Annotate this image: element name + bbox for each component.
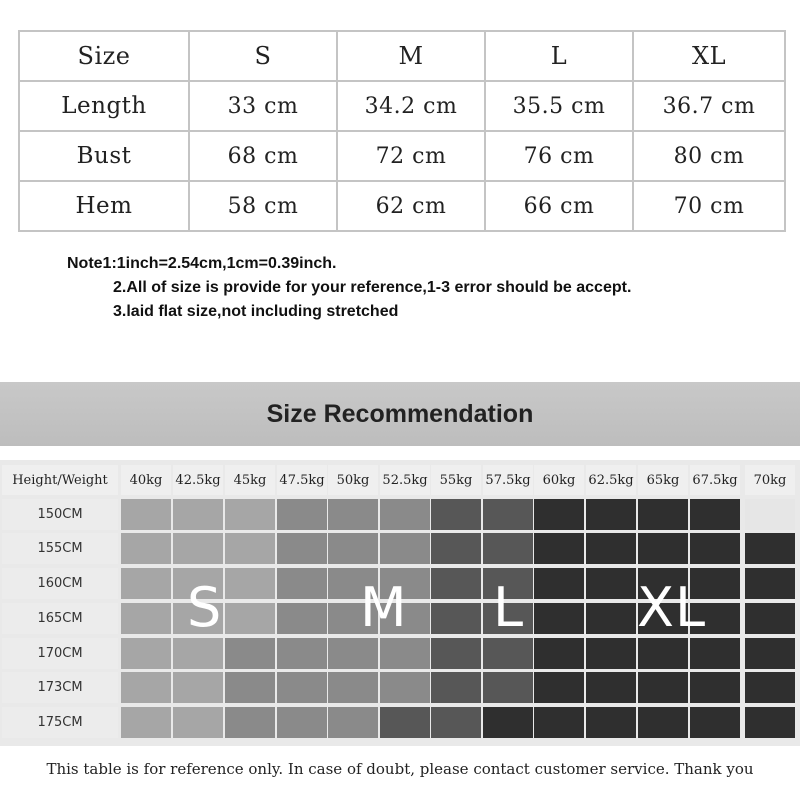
size-grid-cell <box>638 499 688 530</box>
weight-header: 40kg <box>121 465 171 495</box>
size-grid-cell <box>534 672 584 703</box>
height-header: 155CM <box>2 533 118 564</box>
size-grid-cell <box>277 672 327 703</box>
size-grid-cell <box>173 499 223 530</box>
size-grid-cell <box>690 672 740 703</box>
weight-header: 42.5kg <box>173 465 223 495</box>
weight-header: 47.5kg <box>277 465 327 495</box>
size-grid-cell <box>328 638 378 669</box>
notes <box>67 252 631 324</box>
weight-header: 60kg <box>534 465 584 495</box>
size-grid-cell <box>277 638 327 669</box>
weight-header: 65kg <box>638 465 688 495</box>
table-cell: 66 cm <box>485 181 633 231</box>
header-l: L <box>485 31 633 81</box>
size-grid-cell <box>690 499 740 530</box>
size-grid-cell <box>225 603 275 634</box>
size-grid-cell <box>483 638 533 669</box>
size-grid-cell <box>586 638 636 669</box>
size-grid-cell <box>380 707 430 738</box>
footer-note: This table is for reference only. In case of doubt, please contact customer service. Thank you <box>46 760 754 778</box>
weight-header: 50kg <box>328 465 378 495</box>
size-grid-cell <box>225 672 275 703</box>
header-xl: XL <box>633 31 785 81</box>
size-grid-cell <box>534 568 584 599</box>
height-header: 170CM <box>2 638 118 669</box>
size-grid-cell <box>328 533 378 564</box>
size-grid-cell <box>225 707 275 738</box>
size-grid-cell <box>173 533 223 564</box>
size-grid-cell <box>328 499 378 530</box>
height-header: 160CM <box>2 568 118 599</box>
size-grid-cell <box>745 499 795 530</box>
size-grid-cell <box>745 533 795 564</box>
size-grid-cell <box>380 499 430 530</box>
header-m: M <box>337 31 485 81</box>
size-grid-cell <box>225 568 275 599</box>
header-s: S <box>189 31 337 81</box>
size-grid-cell <box>638 533 688 564</box>
recommendation-title: Size Recommendation <box>0 382 800 446</box>
size-grid-cell <box>121 638 171 669</box>
table-cell: 76 cm <box>485 131 633 181</box>
size-grid-cell <box>431 638 481 669</box>
header-size: Size <box>19 31 189 81</box>
size-label-l: L <box>493 576 525 639</box>
table-cell: 80 cm <box>633 131 785 181</box>
table-cell: 36.7 cm <box>633 81 785 131</box>
size-grid-cell <box>121 568 171 599</box>
weight-header: 67.5kg <box>690 465 740 495</box>
size-grid-cell <box>380 638 430 669</box>
size-grid-cell <box>745 603 795 634</box>
table-cell: 34.2 cm <box>337 81 485 131</box>
size-grid-cell <box>483 707 533 738</box>
row-label-length: Length <box>19 81 189 131</box>
note-2: 2.All of size is provide for your reference,1-3 error should be accept. <box>113 279 632 296</box>
size-grid-cell <box>586 672 636 703</box>
weight-header: 45kg <box>225 465 275 495</box>
size-grid-cell <box>534 533 584 564</box>
size-label-s: S <box>187 576 223 639</box>
size-grid-cell <box>431 707 481 738</box>
weight-header: 57.5kg <box>483 465 533 495</box>
table-cell: 72 cm <box>337 131 485 181</box>
size-grid-cell <box>121 707 171 738</box>
size-grid-cell <box>690 707 740 738</box>
size-grid-cell <box>380 533 430 564</box>
table-cell: 70 cm <box>633 181 785 231</box>
size-grid-cell <box>745 568 795 599</box>
note-1: Note1:1inch=2.54cm,1cm=0.39inch. <box>67 255 337 272</box>
size-grid-cell <box>690 533 740 564</box>
size-grid-cell <box>586 707 636 738</box>
weight-header: 52.5kg <box>380 465 430 495</box>
size-grid-cell <box>534 638 584 669</box>
weight-header: 62.5kg <box>586 465 636 495</box>
size-grid-cell <box>277 568 327 599</box>
size-table <box>18 30 786 232</box>
table-cell: 68 cm <box>189 131 337 181</box>
row-label-bust: Bust <box>19 131 189 181</box>
size-grid-cell <box>534 499 584 530</box>
size-label-m: M <box>360 576 408 639</box>
table-cell: 62 cm <box>337 181 485 231</box>
weight-header: 70kg <box>745 465 795 495</box>
corner-label: Height/Weight <box>2 465 118 495</box>
size-grid-cell <box>690 638 740 669</box>
height-header: 175CM <box>2 707 118 738</box>
size-grid-cell <box>483 499 533 530</box>
size-grid-cell <box>277 707 327 738</box>
size-grid-cell <box>431 499 481 530</box>
size-grid-cell <box>225 533 275 564</box>
size-grid-cell <box>121 603 171 634</box>
table-row <box>19 181 785 231</box>
size-grid-cell <box>121 672 171 703</box>
size-grid-cell <box>277 499 327 530</box>
size-grid-cell <box>225 499 275 530</box>
size-grid-cell <box>534 603 584 634</box>
table-cell: 33 cm <box>189 81 337 131</box>
height-header: 150CM <box>2 499 118 530</box>
size-grid-cell <box>586 603 636 634</box>
size-grid-cell <box>277 533 327 564</box>
size-grid-cell <box>745 638 795 669</box>
size-grid-cell <box>431 603 481 634</box>
size-grid-cell <box>431 533 481 564</box>
size-label-xl: XL <box>637 576 707 639</box>
height-header: 173CM <box>2 672 118 703</box>
size-grid-cell <box>638 672 688 703</box>
note-3: 3.laid flat size,not including stretched <box>113 303 399 320</box>
table-cell: 35.5 cm <box>485 81 633 131</box>
size-grid-cell <box>277 603 327 634</box>
size-grid-cell <box>173 638 223 669</box>
size-grid-cell <box>745 672 795 703</box>
size-grid-cell <box>328 707 378 738</box>
table-cell: 58 cm <box>189 181 337 231</box>
size-grid-cell <box>431 672 481 703</box>
size-grid-cell <box>586 499 636 530</box>
size-grid-cell <box>121 499 171 530</box>
size-grid-cell <box>173 672 223 703</box>
table-row <box>19 131 785 181</box>
size-grid-cell <box>380 672 430 703</box>
size-grid-cell <box>483 672 533 703</box>
size-grid-cell <box>638 707 688 738</box>
size-grid-cell <box>173 707 223 738</box>
size-grid-cell <box>431 568 481 599</box>
weight-header: 55kg <box>431 465 481 495</box>
size-grid-cell <box>534 707 584 738</box>
row-label-hem: Hem <box>19 181 189 231</box>
size-grid-cell <box>328 672 378 703</box>
size-grid-cell <box>638 638 688 669</box>
size-table-header-row <box>19 31 785 81</box>
size-grid-cell <box>225 638 275 669</box>
height-header: 165CM <box>2 603 118 634</box>
size-grid-cell <box>745 707 795 738</box>
table-row <box>19 81 785 131</box>
size-grid-cell <box>586 568 636 599</box>
size-grid-cell <box>483 533 533 564</box>
size-grid-cell <box>121 533 171 564</box>
size-grid-cell <box>586 533 636 564</box>
